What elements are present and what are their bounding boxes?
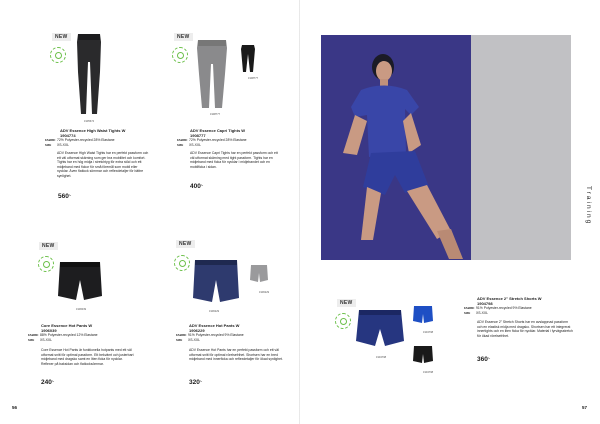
article-code: 1906039 [76, 308, 87, 311]
page-number-right: 57 [582, 405, 588, 410]
product-image-stretch-shorts-black [412, 345, 434, 365]
product-image-stretch-shorts [355, 307, 405, 349]
product-specs: FABRIC 88% Polyester-recycled 12% Elastane SIZE XS-XXL [28, 333, 98, 342]
new-badge: NEW [176, 240, 195, 248]
product-price: 360:- [477, 356, 491, 363]
new-badge: NEW [174, 33, 193, 41]
recycle-icon [50, 47, 66, 63]
product-description: ADV Essence 2" Stretch Shorts har en avslappnad passform och en elastisk midja med dragsko. Shortsen har ett integrerat innertights och en liten ficka för nycklar. Material i fyrvägsstretch för ökad rörelsefrihet. [477, 320, 573, 338]
product-description: ADV Essence Hot Pants har en perfekt passform och ett väl utformat snitt för optimal rörelsefrihet. Shortsen har en bred midjeband med innerficka och reflexdetaljer för ökad synlighet. [189, 348, 283, 362]
product-image-adv-hot-pants-grey [249, 264, 269, 284]
product-image-adv-hot-pants [192, 258, 240, 304]
new-badge: NEW [337, 299, 356, 307]
page-number-left: 56 [12, 405, 18, 410]
recycle-icon [38, 256, 54, 272]
product-description: Core Essence Hot Pants är funktionella hotpants med ett väl utformat snitt för optimal passform. Ett bekvämt och justerbart midjeband med dragsko samt en liten ficka för nycklar. Reflexer på baksidan och flatlocksömmar. [41, 348, 134, 366]
new-badge: NEW [39, 242, 58, 250]
product-name: ADV Essence 2" Stretch Shorts W 1904798 [477, 296, 542, 306]
article-code: 1908777 [248, 77, 259, 80]
product-name: Core Essence Hot Pants W 1906039 [41, 323, 93, 333]
article-code: 1906229 [209, 310, 220, 313]
product-image-capri-tights-black [240, 44, 256, 74]
product-description: ADV Essence Capri Tights har en perfekt passform och ett väl utformat skärning med tight passform. Tights har en midjeband med ficka för nycklar i midjebandet och en mobilficka i sidan. [190, 151, 278, 169]
product-specs: FABRIC 72% Polyester-recycled 28% Elastane SIZE XS-XXL [177, 138, 247, 147]
article-code: 1908777 [210, 113, 221, 116]
product-price: 560:- [58, 193, 72, 200]
product-specs: FABRIC 72% Polyester-recycled 28% Elastane SIZE XS-XXL [45, 138, 115, 147]
article-code: 1906229 [259, 291, 270, 294]
product-description: ADV Essence High Waist Tights har en perfekt passform och ett väl utformat skärning som ger bra mobilitet och komfort. Tights har en hög midja i stretchtyg för extra stöd och ett midjeband med fickor för små föremål som mobil eller nycklar. Även flatlock sömmar och reflexdetaljer för bättre synlighet. [57, 151, 149, 178]
product-price: 400:- [190, 183, 204, 190]
product-name: ADV Essence High Waist Tights W 1904774 [60, 128, 126, 138]
product-image-capri-tights [194, 38, 230, 110]
product-specs: FABRIC 91% Polyester-recycled 9% Elastane SIZE XS-XXL [176, 333, 244, 342]
product-name: ADV Essence Hot Pants W 1906229 [189, 323, 240, 333]
product-specs: FABRIC 91% Polyester-recycled 9% Elastane SIZE XS-XXL [464, 306, 532, 315]
product-price: 240:- [41, 379, 55, 386]
product-image-stretch-shorts-blue [412, 305, 434, 325]
recycle-icon [174, 255, 190, 271]
hero-photo [321, 35, 571, 260]
recycle-icon [172, 47, 188, 63]
article-code: 1904798 [423, 371, 434, 374]
section-label: Training [585, 186, 592, 226]
product-price: 320:- [189, 379, 203, 386]
article-code: 1905674 [84, 120, 95, 123]
right-page [300, 0, 600, 424]
product-name: ADV Essence Capri Tights W 1908777 [190, 128, 246, 138]
product-image-high-waist-tights [74, 32, 104, 116]
article-code: 1904798 [376, 356, 387, 359]
article-code: 1904798 [423, 331, 434, 334]
product-image-hot-pants [57, 260, 103, 302]
recycle-icon [335, 313, 351, 329]
new-badge: NEW [52, 33, 71, 41]
